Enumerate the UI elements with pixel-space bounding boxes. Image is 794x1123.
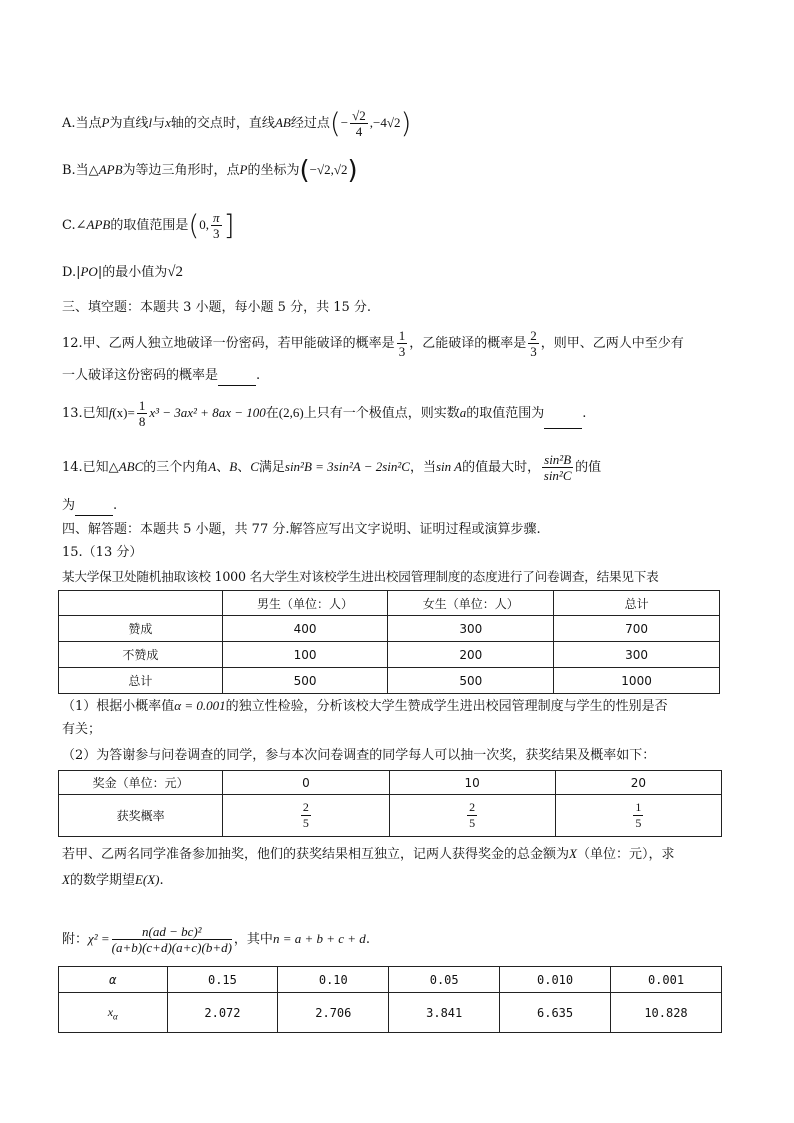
table-row: 奖金（单位：元） 0 10 20 [59, 771, 722, 795]
table-row: $x_\alpha$ 2.072 2.706 3.841 6.635 10.828 [59, 993, 722, 1033]
q14-answer-blank [75, 501, 113, 516]
table-row: 总计 500 500 1000 [59, 668, 720, 694]
q12-answer-blank [218, 371, 256, 386]
prob-fraction: $\frac{2}{5}$ [302, 800, 309, 830]
q15-after-line1: 若甲、乙两名同学准备参加抽奖，他们的获奖结果相互独立，记两人获得奖金的总金额为X（单位：元），求 [62, 846, 675, 862]
prob-fraction: $\frac{2}{5}$ [469, 800, 476, 830]
q14-line1: 14.已知△ABC的三个内角A、B、C满足sin²B = 3sin²A − 2sin²C，当sin A的值最大时， $\frac{\text{sin²B}}{\text{sin²C}}$ 的值 [62, 452, 602, 483]
q12-prob1: $\frac{1}{3}$ [398, 328, 406, 359]
option-a-fraction: $\frac{√2}{4}$ [352, 108, 366, 139]
q15-part1-line2: 有关； [62, 722, 102, 737]
table-row: 不赞成 100 200 300 [59, 642, 720, 668]
option-d: D.|PO|的最小值为√2 [62, 264, 183, 280]
survey-table-header: 男生（单位：人） 女生（单位：人） 总计 [59, 591, 720, 616]
q14-line2: 为 . [62, 496, 117, 516]
table-row: 赞成 400 300 700 [59, 616, 720, 642]
table-row: α 0.15 0.10 0.05 0.010 0.001 [59, 967, 722, 993]
appendix-formula: 附：χ² = $\frac{\text{n(ad − bc)²}}{(a+b)(c+d)(a+c)(b+d)}$ ，其中n = a + b + c + d. [62, 924, 370, 955]
critical-value-table [58, 966, 722, 1033]
q15-after-line2: X的数学期望E(X). [62, 872, 164, 888]
section4-heading: 四、解答题：本题共 5 小题，共 77 分.解答应写出文字说明、证明过程或演算步骤. [62, 522, 541, 537]
option-b: B.当△APB为等边三角形时，点P的坐标为(−√2,√2) [62, 155, 358, 186]
q12-line2: 一人破译这份密码的概率是 . [62, 366, 260, 386]
q12-line1: 12.甲、乙两人独立地破译一份密码，若甲能破译的概率是 $\frac{1}{3}$ ，乙能破译的概率是 $\frac{2}{3}$ ，则甲、乙两人中至少有 [62, 328, 684, 359]
q15-part2: （2）为答谢参与问卷调查的同学，参与本次问卷调查的同学每人可以抽一次奖，获奖结果及概率如下： [62, 748, 656, 763]
survey-table [58, 590, 720, 694]
option-c-fraction: $\frac{\pi}{3}$ [213, 210, 220, 241]
q13-coef: $\frac{1}{8}$ [138, 398, 146, 429]
prob-fraction: $\frac{1}{5}$ [635, 800, 642, 830]
q14-ratio: $\frac{\text{sin²B}}{\text{sin²C}}$ [543, 452, 572, 483]
chi-square-fraction: $\frac{\text{n(ad − bc)²}}{(a+b)(c+d)(a+c)(b+d)}$ [111, 924, 232, 955]
q15-label: 15.（13 分） [62, 545, 143, 560]
q12-prob2: $\frac{2}{3}$ [530, 328, 537, 359]
q15-part1-line1: （1）根据小概率值α = 0.001的独立性检验，分析该校大学生赞成学生进出校园管理制度与学生的性别是否 [62, 698, 668, 714]
q13-line: 13.已知f(x)= $\frac{1}{8}$ x³ − 3ax² + 8ax − 100在(2,6)上只有一个极值点，则实数a的取值范围为 . [62, 398, 587, 429]
table-row: 获奖概率 $\frac{2}{5}$ $\frac{2}{5}$ $\frac{1}{5}$ [59, 795, 722, 837]
option-c: C.∠APB的取值范围是(0, $\frac{\pi}{3}$ ] [62, 208, 235, 242]
option-a: A.当点P为直线l与x轴的交点时，直线AB经过点(− $\frac{√2}{4}$ ,−4√2) [62, 106, 412, 140]
q13-answer-blank [544, 414, 582, 429]
prize-table [58, 770, 722, 837]
q15-intro: 某大学保卫处随机抽取该校 1000 名大学生对该校学生进出校园管理制度的态度进行了问卷调查，结果见下表 [62, 569, 659, 584]
section3-heading: 三、填空题：本题共 3 小题，每小题 5 分，共 15 分. [62, 300, 372, 315]
